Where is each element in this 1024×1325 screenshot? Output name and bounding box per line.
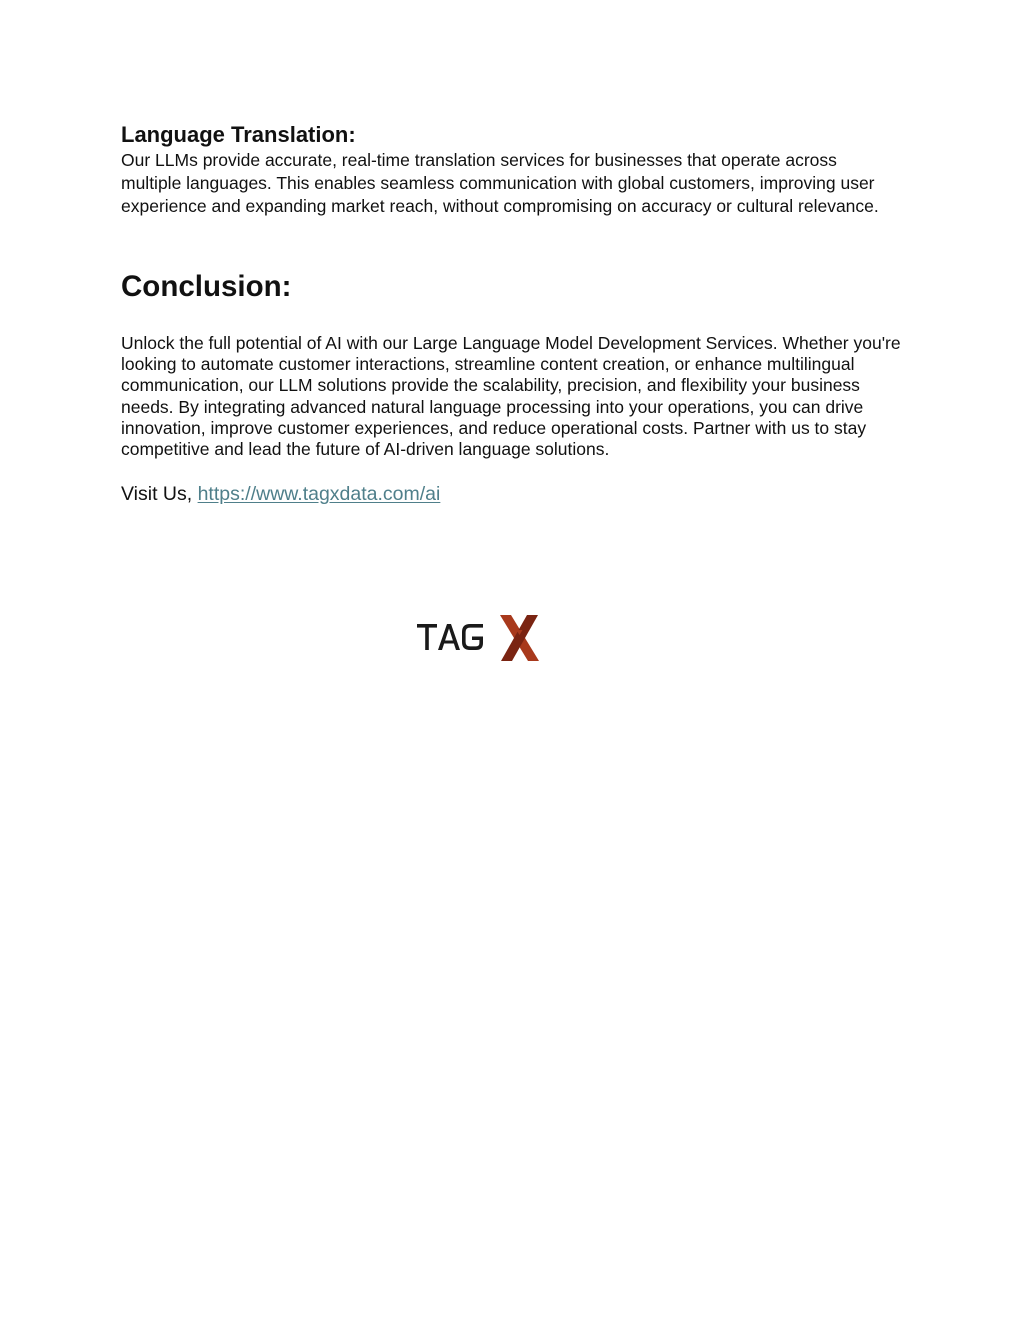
conclusion-heading: Conclusion: bbox=[121, 270, 292, 303]
language-translation-heading: Language Translation: bbox=[121, 122, 356, 147]
conclusion-paragraph: Unlock the full potential of AI with our Large Language Model Development Services. Whether you're looking to automate customer interactions, streamline content creation, or enhance multilingual communication, our LLM solutions provide the scalability, precision, and flexibility your business needs. By integrating advanced natural language processing into your operations, you can drive innovation, improve customer experiences, and reduce operational costs. Partner with us to stay competitive and lead the future of AI-driven language solutions. bbox=[121, 333, 901, 460]
document-page bbox=[121, 121, 901, 506]
website-link[interactable]: https://www.tagxdata.com/ai bbox=[197, 483, 441, 506]
language-translation-paragraph: Our LLMs provide accurate, real-time translation services for businesses that operate across multiple languages. This enables seamless communication with global customers, improving user experience and expanding market reach, without compromising on accuracy or cultural relevance. bbox=[121, 150, 879, 216]
logo-x-mark bbox=[500, 615, 539, 661]
tagx-logo bbox=[415, 613, 545, 663]
visit-us-label: Visit Us, bbox=[121, 483, 198, 506]
logo-wordmark bbox=[417, 624, 483, 650]
visit-us-line bbox=[121, 482, 901, 506]
